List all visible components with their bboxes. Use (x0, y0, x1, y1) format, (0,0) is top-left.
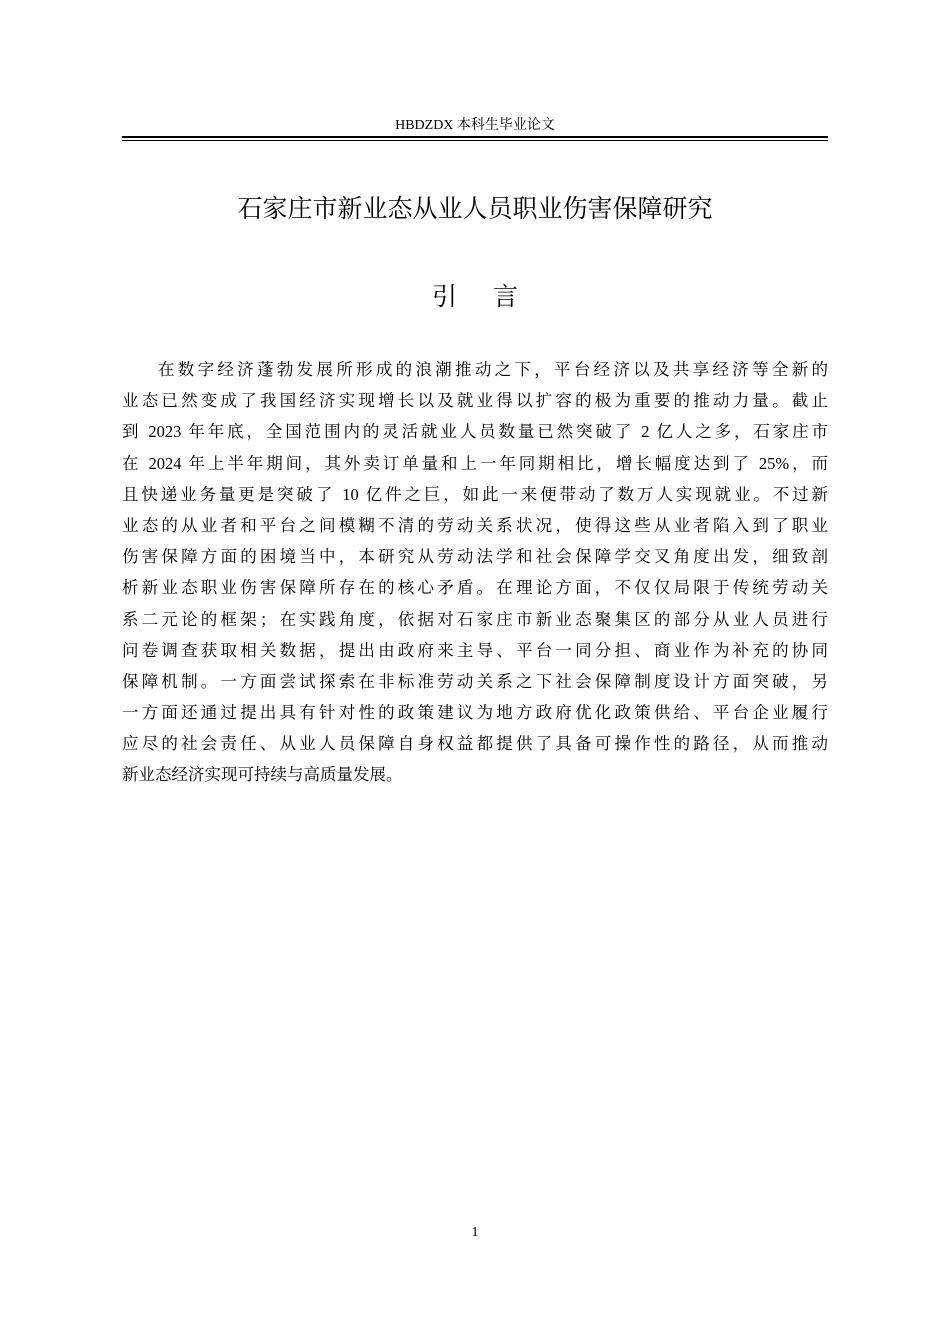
running-header: HBDZDX 本科生毕业论文 (395, 118, 555, 133)
body-line: 系二元论的框架；在实践角度，依据对石家庄市新业态聚集区的部分从业人员进行 (122, 609, 828, 629)
header-rule-thin (122, 140, 828, 141)
body-line: 业态的从业者和平台之间模糊不清的劳动关系状况，使得这些从业者陷入到了职业 (122, 515, 828, 535)
body-line: 保障机制。一方面尝试探索在非标准劳动关系之下社会保障制度设计方面突破，另 (122, 671, 828, 691)
body-paragraph (122, 354, 828, 791)
body-line: 析新业态职业伤害保障所存在的核心矛盾。在理论方面，不仅仅局限于传统劳动关 (122, 578, 828, 598)
body-line: 新业态经济实现可持续与高质量发展。 (122, 765, 403, 785)
body-line: 且快递业务量更是突破了 10 亿件之巨，如此一来便带动了数万人实现就业。不过新 (122, 484, 828, 504)
body-line: 在数字经济蓬勃发展所形成的浪潮推动之下，平台经济以及共享经济等全新的 (158, 360, 828, 379)
section-heading: 引言 (431, 282, 554, 311)
body-line: 应尽的社会责任、从业人员保障自身权益都提供了具备可操作性的路径，从而推动 (122, 734, 828, 754)
body-line: 到 2023 年年底，全国范围内的灵活就业人员数量已然突破了 2 亿人之多，石家庄市 (122, 422, 828, 442)
body-line: 伤害保障方面的困境当中，本研究从劳动法学和社会保障学交叉角度出发，细致剖 (122, 547, 828, 567)
body-line: 一方面还通过提出具有针对性的政策建议为地方政府优化政策供给、平台企业履行 (122, 703, 828, 723)
body-line: 在 2024 年上半年期间，其外卖订单量和上一年同期相比，增长幅度达到了 25%，而 (122, 453, 828, 473)
page-number: 1 (471, 1225, 479, 1240)
body-line: 问卷调查获取相关数据，提出由政府来主导、平台一同分担、商业作为补充的协同 (122, 640, 828, 660)
header-rule-thick (122, 136, 828, 138)
body-line: 业态已然变成了我国经济实现增长以及就业得以扩容的极为重要的推动力量。截止 (122, 391, 828, 411)
document-title: 石家庄市新业态从业人员职业伤害保障研究 (237, 194, 713, 223)
